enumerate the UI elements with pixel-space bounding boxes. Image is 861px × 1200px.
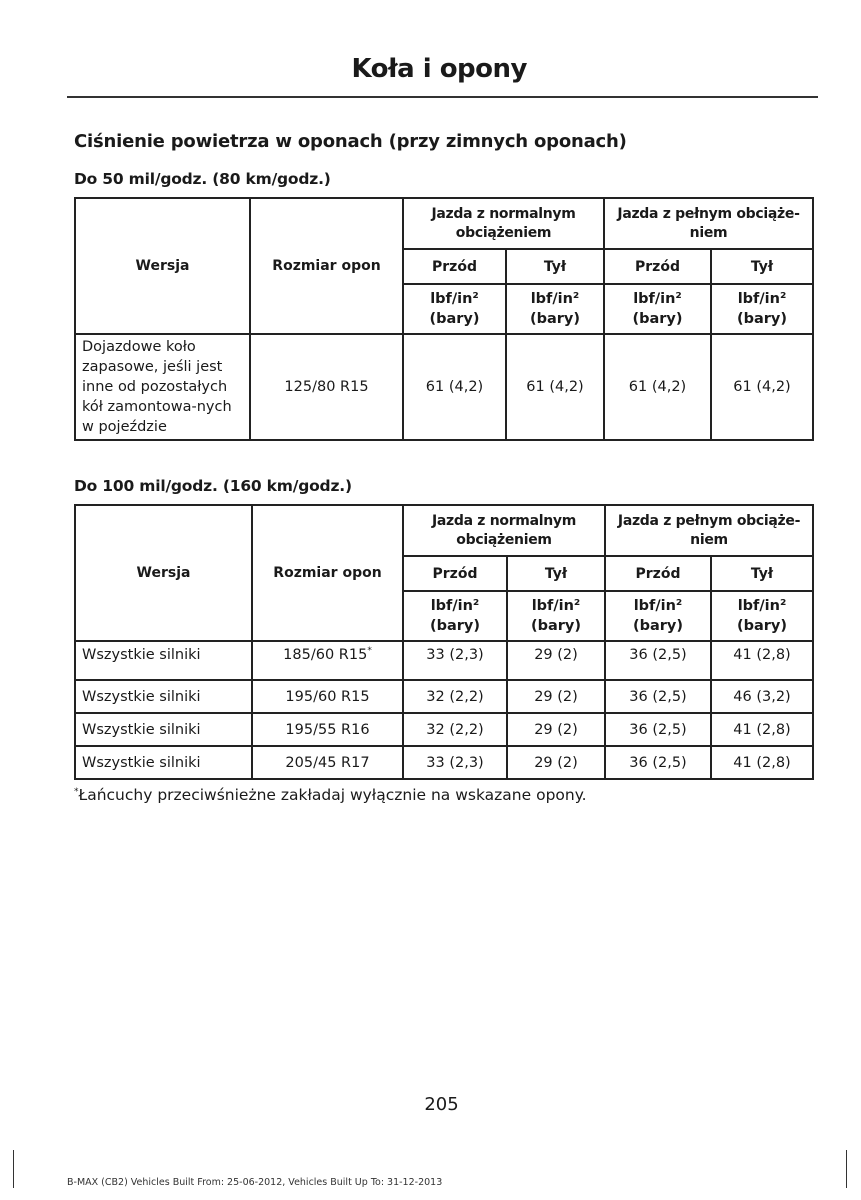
footnote: [74, 786, 587, 804]
unit-bottom: (bary): [736, 618, 788, 634]
pressure-cell: 36 (2,5): [605, 641, 711, 680]
table-row: [75, 680, 813, 713]
footnote-marker: *: [367, 646, 372, 657]
tire-size-text: 185/60 R15: [283, 647, 368, 663]
column-header-full-load: Jazda z pełnym obciąże-niem: [604, 198, 813, 249]
unit-bottom: (bary): [632, 618, 684, 634]
pressure-cell: 61 (4,2): [604, 334, 711, 440]
pressure-cell: 61 (4,2): [711, 334, 813, 440]
pressure-cell: 33 (2,3): [403, 746, 507, 779]
version-cell: Wszystkie silniki: [75, 713, 252, 746]
unit-bottom: (bary): [736, 311, 788, 327]
unit-header: [711, 591, 813, 641]
pressure-cell: 33 (2,3): [403, 641, 507, 680]
table2-caption: Do 100 mil/godz. (160 km/godz.): [74, 477, 352, 495]
unit-top: lbf/in²: [531, 598, 581, 614]
column-header-front: Przód: [403, 249, 506, 284]
page-title: Koła i opony: [351, 54, 527, 84]
unit-header: [403, 284, 506, 334]
section-heading: Ciśnienie powietrza w oponach (przy zimnych oponach): [74, 131, 627, 152]
pressure-cell: 32 (2,2): [403, 680, 507, 713]
column-header-version: Wersja: [75, 198, 250, 334]
pressure-cell: 32 (2,2): [403, 713, 507, 746]
column-header-normal-load: Jazda z normalnym obciążeniem: [403, 198, 604, 249]
pressure-cell: 29 (2): [507, 746, 605, 779]
page-number: 205: [424, 1094, 459, 1115]
pressure-cell: 61 (4,2): [403, 334, 506, 440]
column-header-version: Wersja: [75, 505, 252, 641]
unit-top: lbf/in²: [633, 598, 683, 614]
pressure-cell: 29 (2): [507, 713, 605, 746]
table-row: [75, 334, 813, 440]
tire-size-cell: 205/45 R17: [252, 746, 403, 779]
pressure-cell: 41 (2,8): [711, 713, 813, 746]
pressure-cell: 41 (2,8): [711, 641, 813, 680]
column-header-full-load: Jazda z pełnym obciąże-niem: [605, 505, 813, 556]
footer-vehicle-info: B-MAX (CB2) Vehicles Built From: 25-06-2012, Vehicles Built Up To: 31-12-2013: [67, 1177, 443, 1188]
unit-bottom: (bary): [429, 311, 480, 327]
table-row: [75, 746, 813, 779]
version-cell: Wszystkie silniki: [75, 680, 252, 713]
tire-pressure-table-50mph: [74, 197, 814, 441]
tire-size-cell: 125/80 R15: [250, 334, 403, 440]
unit-header: [507, 591, 605, 641]
column-header-normal-load: Jazda z normalnym obciążeniem: [403, 505, 605, 556]
column-header-rear: Tył: [507, 556, 605, 591]
unit-top: lbf/in²: [430, 598, 480, 614]
pressure-cell: 36 (2,5): [605, 680, 711, 713]
unit-top: lbf/in²: [430, 291, 479, 307]
column-header-rear: Tył: [506, 249, 604, 284]
column-header-front: Przód: [604, 249, 711, 284]
column-header-front: Przód: [403, 556, 507, 591]
pressure-cell: 36 (2,5): [605, 713, 711, 746]
unit-header: [604, 284, 711, 334]
version-cell: Dojazdowe koło zapasowe, jeśli jest inne od pozostałych kół zamontowa-nych w pojeździe: [75, 334, 250, 440]
column-header-rear: Tył: [711, 556, 813, 591]
unit-header: [711, 284, 813, 334]
column-header-rear: Tył: [711, 249, 813, 284]
unit-bottom: (bary): [632, 311, 683, 327]
unit-top: lbf/in²: [530, 291, 580, 307]
unit-bottom: (bary): [429, 618, 481, 634]
unit-top: lbf/in²: [633, 291, 682, 307]
unit-top: lbf/in²: [737, 291, 787, 307]
table-row: [75, 713, 813, 746]
unit-header: [403, 591, 507, 641]
table1-caption: Do 50 mil/godz. (80 km/godz.): [74, 170, 331, 188]
pressure-cell: 36 (2,5): [605, 746, 711, 779]
header-divider: [67, 96, 818, 98]
unit-bottom: (bary): [530, 618, 582, 634]
version-cell: Wszystkie silniki: [75, 746, 252, 779]
pressure-cell: 41 (2,8): [711, 746, 813, 779]
unit-top: lbf/in²: [737, 598, 787, 614]
table-row: [75, 641, 813, 680]
crop-mark-left: [13, 1150, 14, 1188]
pressure-cell: 46 (3,2): [711, 680, 813, 713]
unit-header: [605, 591, 711, 641]
pressure-cell: 29 (2): [507, 641, 605, 680]
pressure-cell: 29 (2): [507, 680, 605, 713]
crop-mark-right: [846, 1150, 847, 1188]
tire-pressure-table-100mph: [74, 504, 814, 780]
column-header-front: Przód: [605, 556, 711, 591]
pressure-cell: 61 (4,2): [506, 334, 604, 440]
tire-size-cell: 195/60 R15: [252, 680, 403, 713]
column-header-tire-size: Rozmiar opon: [252, 505, 403, 641]
unit-bottom: (bary): [529, 311, 581, 327]
column-header-tire-size: Rozmiar opon: [250, 198, 403, 334]
footnote-text: Łańcuchy przeciwśnieżne zakładaj wyłącznie na wskazane opony.: [78, 786, 587, 804]
unit-header: [506, 284, 604, 334]
tire-size-cell: 195/55 R16: [252, 713, 403, 746]
version-cell: Wszystkie silniki: [75, 641, 252, 680]
footnote-marker: *: [74, 786, 79, 797]
tire-size-cell: [252, 641, 403, 680]
